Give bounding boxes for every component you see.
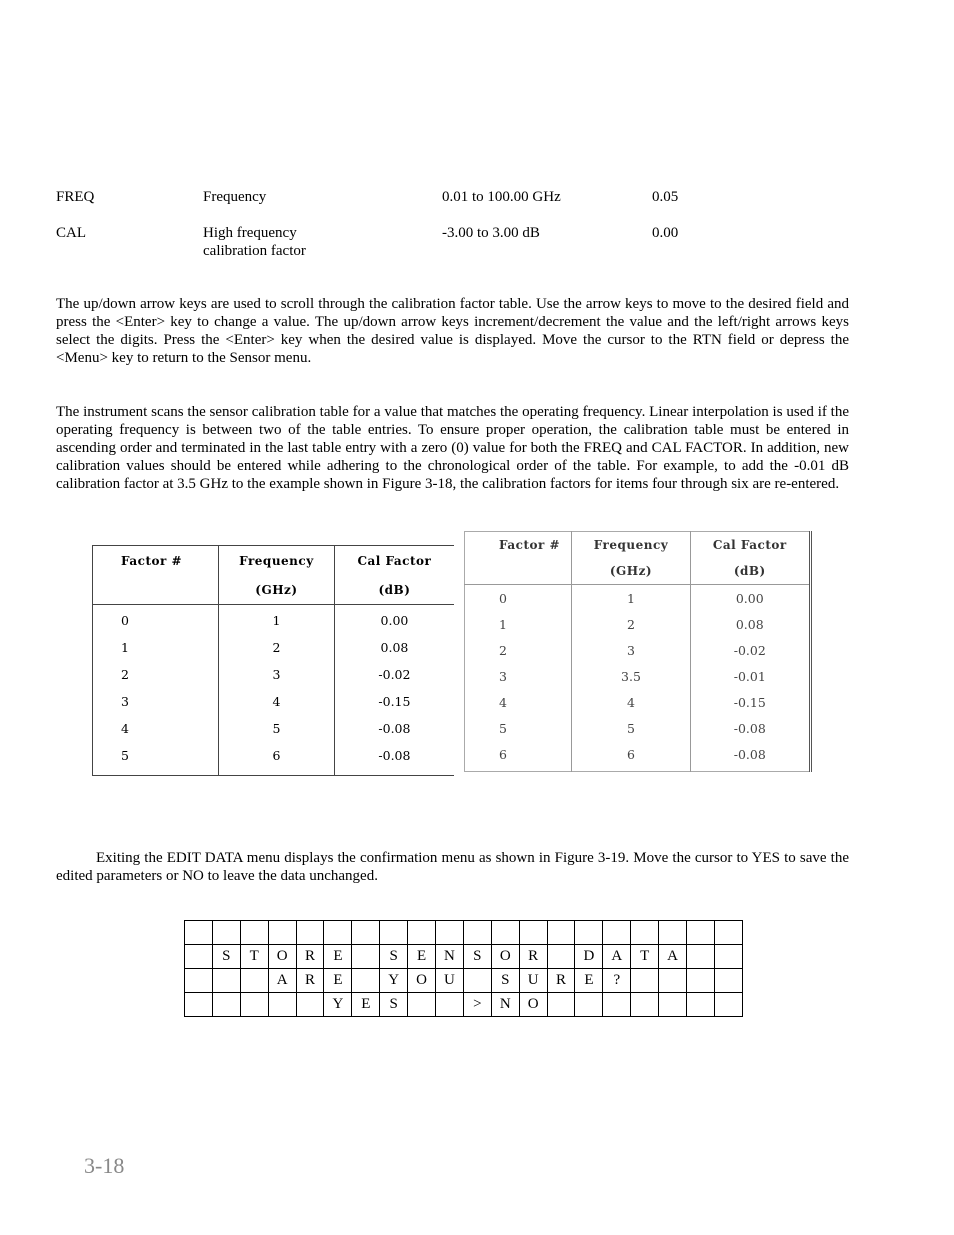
lcd-cell (296, 993, 324, 1017)
lcd-cell: R (519, 945, 547, 969)
param-description-line2: calibration factor (203, 243, 306, 259)
frequency-cell: 6 (218, 742, 334, 776)
lcd-row (185, 993, 743, 1017)
lcd-cell (185, 969, 213, 993)
lcd-cell (714, 969, 742, 993)
table-row (93, 634, 455, 661)
frequency-cell: 4 (218, 688, 334, 715)
frequency-cell: 3 (218, 661, 334, 688)
param-default: 0.05 (652, 189, 679, 205)
frequency-cell: 1 (572, 585, 690, 612)
lcd-cell (268, 921, 296, 945)
cal-table-updated (464, 531, 812, 772)
factor-cell: 5 (499, 720, 507, 736)
paragraph-arrow-keys: The up/down arrow keys are used to scroll through the calibration factor table. Use the arrow keys to move to the desired field and press the <Enter> key to change a value. The up/down arrow keys increment/decrement the value and the left/right arrows keys select the digits. Press the <Enter> key when the desired value is displayed. Move the cursor to the RTN field or depress the <Menu> key to return to the Sensor menu. (56, 296, 849, 366)
frequency-cell: 6 (572, 741, 690, 772)
param-name: FREQ (56, 189, 95, 205)
lcd-cell (575, 921, 603, 945)
lcd-cell (687, 969, 715, 993)
table-row (93, 688, 455, 715)
table-row (465, 611, 811, 637)
factor-cell: 0 (499, 590, 507, 606)
lcd-cell (575, 993, 603, 1017)
factor-cell: 4 (121, 721, 129, 736)
lcd-cell (185, 945, 213, 969)
lcd-cell: O (491, 945, 519, 969)
paragraph-calibration-scan: The instrument scans the sensor calibration table for a value that matches the operating frequency. Linear interpolation is used if the operating frequency is between two of the table entries. To ensure proper operation, the calibration table must be entered in ascending order and terminated in the last table entry with a zero (0) value for both the FREQ and CAL FACTOR. In addition, new calibration values should be entered while adhering to the chronological order of the table. For example, to add the -0.01 dB calibration factor at 3.5 GHz to the example shown in Figure 3-18, the calibration factors for items four through six are re-entered. (56, 404, 849, 492)
factor-cell: 5 (121, 748, 129, 763)
page-number: 3-18 (84, 1153, 125, 1178)
lcd-cell: S (380, 993, 408, 1017)
lcd-cell: E (324, 945, 352, 969)
table-row (465, 715, 811, 741)
cal-factor-cell: -0.02 (334, 661, 454, 688)
lcd-cell (714, 945, 742, 969)
lcd-cell: T (631, 945, 659, 969)
lcd-cell: ? (603, 969, 631, 993)
header-frequency: Frequency (218, 546, 334, 576)
cal-table-original (92, 545, 454, 776)
lcd-cell: A (603, 945, 631, 969)
lcd-cell (714, 993, 742, 1017)
lcd-cell (687, 945, 715, 969)
lcd-cell (463, 921, 491, 945)
lcd-cell (212, 921, 240, 945)
param-description-line1: High frequency (203, 225, 297, 241)
lcd-cell: O (408, 969, 436, 993)
lcd-cell (631, 993, 659, 1017)
lcd-cell: E (575, 969, 603, 993)
lcd-cell: O (268, 945, 296, 969)
header-cal-factor-unit: (dB) (334, 575, 454, 605)
lcd-cell: S (491, 969, 519, 993)
paragraph-exit-confirmation: Exiting the EDIT DATA menu displays the confirmation menu as shown in Figure 3-19. Move the cursor to YES to save the edited parameters or NO to leave the data unchanged. (56, 850, 849, 884)
frequency-cell: 1 (218, 605, 334, 635)
lcd-cell (547, 921, 575, 945)
lcd-cell (603, 993, 631, 1017)
lcd-cell (547, 945, 575, 969)
param-description (203, 224, 306, 260)
cal-factor-cell: -0.15 (690, 689, 810, 715)
param-row-cal (56, 224, 856, 264)
table-row (93, 715, 455, 742)
table-row (93, 605, 455, 635)
header-factor: Factor # (121, 553, 183, 568)
lcd-cell (687, 993, 715, 1017)
lcd-cell (463, 969, 491, 993)
lcd-cell (240, 993, 268, 1017)
frequency-cell: 5 (218, 715, 334, 742)
lcd-cell: E (408, 945, 436, 969)
cal-factor-cell: -0.02 (690, 637, 810, 663)
header-frequency-unit: (GHz) (218, 575, 334, 605)
lcd-cell (212, 993, 240, 1017)
lcd-cell (659, 921, 687, 945)
lcd-cell: N (436, 945, 464, 969)
lcd-cell (519, 921, 547, 945)
header-cal-factor: Cal Factor (690, 532, 810, 559)
cal-factor-cell: 0.08 (334, 634, 454, 661)
lcd-cell: U (519, 969, 547, 993)
cal-factor-cell: -0.08 (690, 741, 810, 772)
lcd-cell (296, 921, 324, 945)
lcd-cell (631, 921, 659, 945)
table-row (465, 637, 811, 663)
lcd-cell (352, 969, 380, 993)
param-row-freq (56, 188, 856, 228)
lcd-cell (659, 969, 687, 993)
lcd-cell: A (659, 945, 687, 969)
lcd-cell (185, 993, 213, 1017)
lcd-cell (436, 921, 464, 945)
cal-factor-cell: 0.08 (690, 611, 810, 637)
lcd-cell: R (296, 945, 324, 969)
lcd-cell: A (268, 969, 296, 993)
factor-cell: 2 (499, 642, 507, 658)
factor-cell: 0 (121, 613, 129, 628)
lcd-cell: E (352, 993, 380, 1017)
lcd-cell (408, 993, 436, 1017)
cal-factor-cell: -0.01 (690, 663, 810, 689)
lcd-cell (240, 921, 268, 945)
lcd-cell (380, 921, 408, 945)
factor-cell: 1 (499, 616, 507, 632)
table-row (465, 663, 811, 689)
frequency-cell: 4 (572, 689, 690, 715)
header-frequency: Frequency (572, 532, 690, 559)
lcd-cell (491, 921, 519, 945)
lcd-cell: O (519, 993, 547, 1017)
table-row (93, 661, 455, 688)
cal-factor-cell: 0.00 (334, 605, 454, 635)
lcd-cell (240, 969, 268, 993)
lcd-cell (352, 945, 380, 969)
factor-cell: 3 (121, 694, 129, 709)
lcd-cell (408, 921, 436, 945)
factor-cell: 1 (121, 640, 129, 655)
frequency-cell: 5 (572, 715, 690, 741)
cal-factor-cell: -0.08 (690, 715, 810, 741)
lcd-cell: D (575, 945, 603, 969)
param-range: 0.01 to 100.00 GHz (442, 189, 561, 205)
param-default: 0.00 (652, 225, 679, 241)
table-row (465, 585, 811, 612)
lcd-cell: T (240, 945, 268, 969)
header-cal-factor-unit: (dB) (690, 558, 810, 585)
lcd-cell: Y (324, 993, 352, 1017)
lcd-cell (603, 921, 631, 945)
lcd-cell (631, 969, 659, 993)
cal-factor-cell: 0.00 (690, 585, 810, 612)
table-row (93, 742, 455, 776)
lcd-row (185, 969, 743, 993)
cal-factor-cell: -0.15 (334, 688, 454, 715)
lcd-cell: S (380, 945, 408, 969)
lcd-cell (714, 921, 742, 945)
lcd-cell (324, 921, 352, 945)
lcd-cell: U (436, 969, 464, 993)
lcd-cell: E (324, 969, 352, 993)
lcd-cell (185, 921, 213, 945)
lcd-cell: Y (380, 969, 408, 993)
factor-cell: 4 (499, 694, 507, 710)
lcd-cell (687, 921, 715, 945)
frequency-cell: 3 (572, 637, 690, 663)
header-factor: Factor # (499, 538, 561, 552)
lcd-row (185, 921, 743, 945)
table-row (465, 741, 811, 772)
frequency-cell: 2 (572, 611, 690, 637)
factor-cell: 3 (499, 668, 507, 684)
frequency-cell: 2 (218, 634, 334, 661)
header-frequency-unit: (GHz) (572, 558, 690, 585)
table-row (465, 689, 811, 715)
lcd-cell: > (463, 993, 491, 1017)
header-cal-factor: Cal Factor (334, 546, 454, 576)
cal-factor-cell: -0.08 (334, 742, 454, 776)
param-range: -3.00 to 3.00 dB (442, 225, 540, 241)
factor-cell: 2 (121, 667, 129, 682)
param-description: Frequency (203, 189, 267, 205)
lcd-cell (659, 993, 687, 1017)
lcd-cell (268, 993, 296, 1017)
lcd-row (185, 945, 743, 969)
factor-cell: 6 (499, 746, 507, 762)
lcd-cell: R (547, 969, 575, 993)
lcd-cell: N (491, 993, 519, 1017)
lcd-cell: S (463, 945, 491, 969)
lcd-cell (547, 993, 575, 1017)
lcd-cell: S (212, 945, 240, 969)
lcd-cell: R (296, 969, 324, 993)
param-name: CAL (56, 225, 86, 241)
frequency-cell: 3.5 (572, 663, 690, 689)
lcd-cell (436, 993, 464, 1017)
cal-factor-cell: -0.08 (334, 715, 454, 742)
lcd-confirmation-display (184, 920, 743, 1017)
lcd-cell (212, 969, 240, 993)
lcd-cell (352, 921, 380, 945)
